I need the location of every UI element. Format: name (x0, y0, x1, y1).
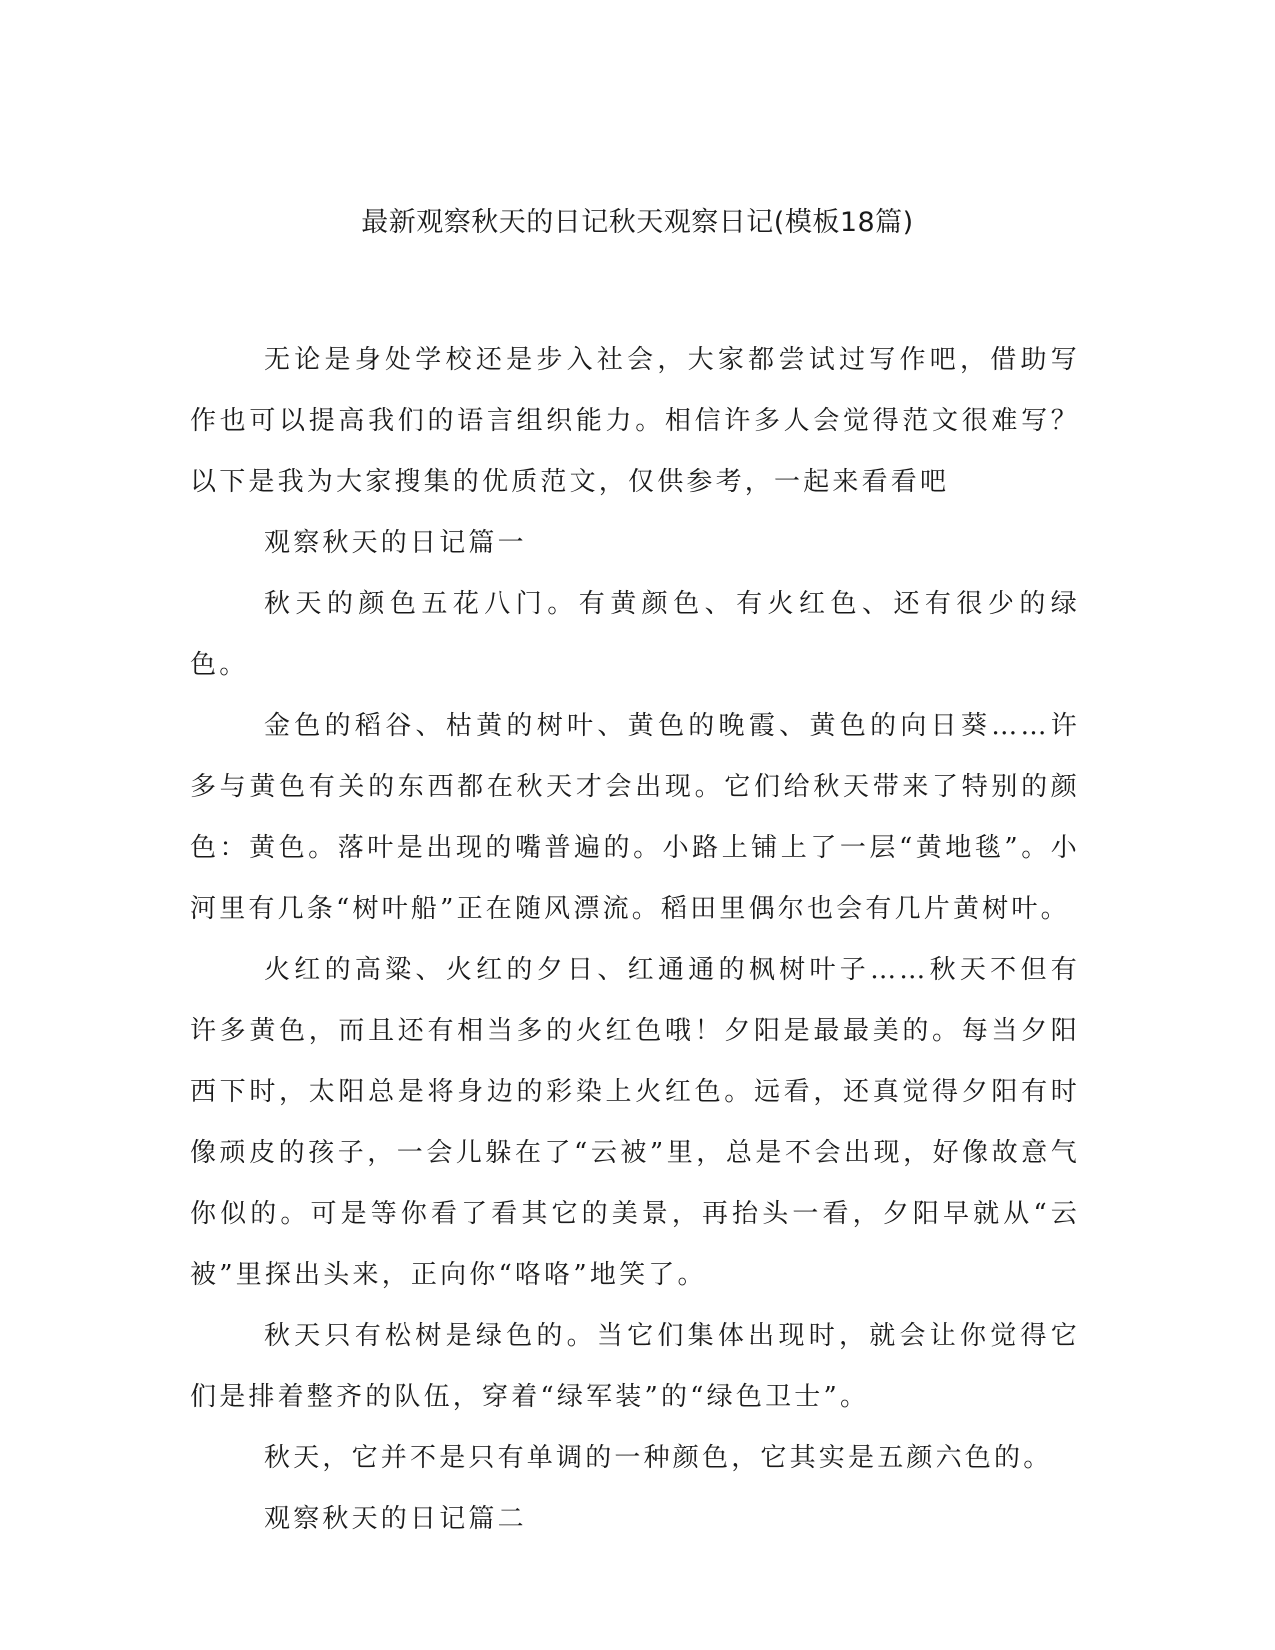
paragraph: 秋天，它并不是只有单调的一种颜色，它其实是五颜六色的。 (264, 1443, 1053, 1473)
paragraph: 秋天只有松树是绿色的。当它们集体出现时，就会让你觉得它们是排着整齐的队伍，穿着“绿军装”的“绿色卫士”。 (190, 1321, 1080, 1412)
paragraph: 金色的稻谷、枯黄的树叶、黄色的晚霞、黄色的向日葵……许多与黄色有关的东西都在秋天才会出现。它们给秋天带来了特别的颜色：黄色。落叶是出现的嘴普遍的。小路上铺上了一层“黄地毯”。小河里有几条“树叶船”正在随风漂流。稻田里偶尔也会有几片黄树叶。 (190, 711, 1080, 924)
section-heading-2: 观察秋天的日记篇二 (264, 1504, 527, 1534)
paragraph: 火红的高粱、火红的夕日、红通通的枫树叶子……秋天不但有许多黄色，而且还有相当多的火红色哦！夕阳是最最美的。每当夕阳西下时，太阳总是将身边的彩染上火红色。远看，还真觉得夕阳有时像顽皮的孩子，一会儿躲在了“云被”里，总是不会出现，好像故意气你似的。可是等你看了看其它的美景，再抬头一看，夕阳早就从“云被”里探出头来，正向你“咯咯”地笑了。 (190, 955, 1080, 1290)
intro-paragraph: 无论是身处学校还是步入社会，大家都尝试过写作吧，借助写作也可以提高我们的语言组织能力。相信许多人会觉得范文很难写？以下是我为大家搜集的优质范文，仅供参考，一起来看看吧 (190, 345, 1080, 497)
paragraph: 秋天的颜色五花八门。有黄颜色、有火红色、还有很少的绿色。 (190, 589, 1080, 680)
document-body (190, 330, 1080, 1550)
section-heading-1: 观察秋天的日记篇一 (264, 528, 527, 558)
document-title: 最新观察秋天的日记秋天观察日记(模板18篇) (361, 207, 914, 238)
